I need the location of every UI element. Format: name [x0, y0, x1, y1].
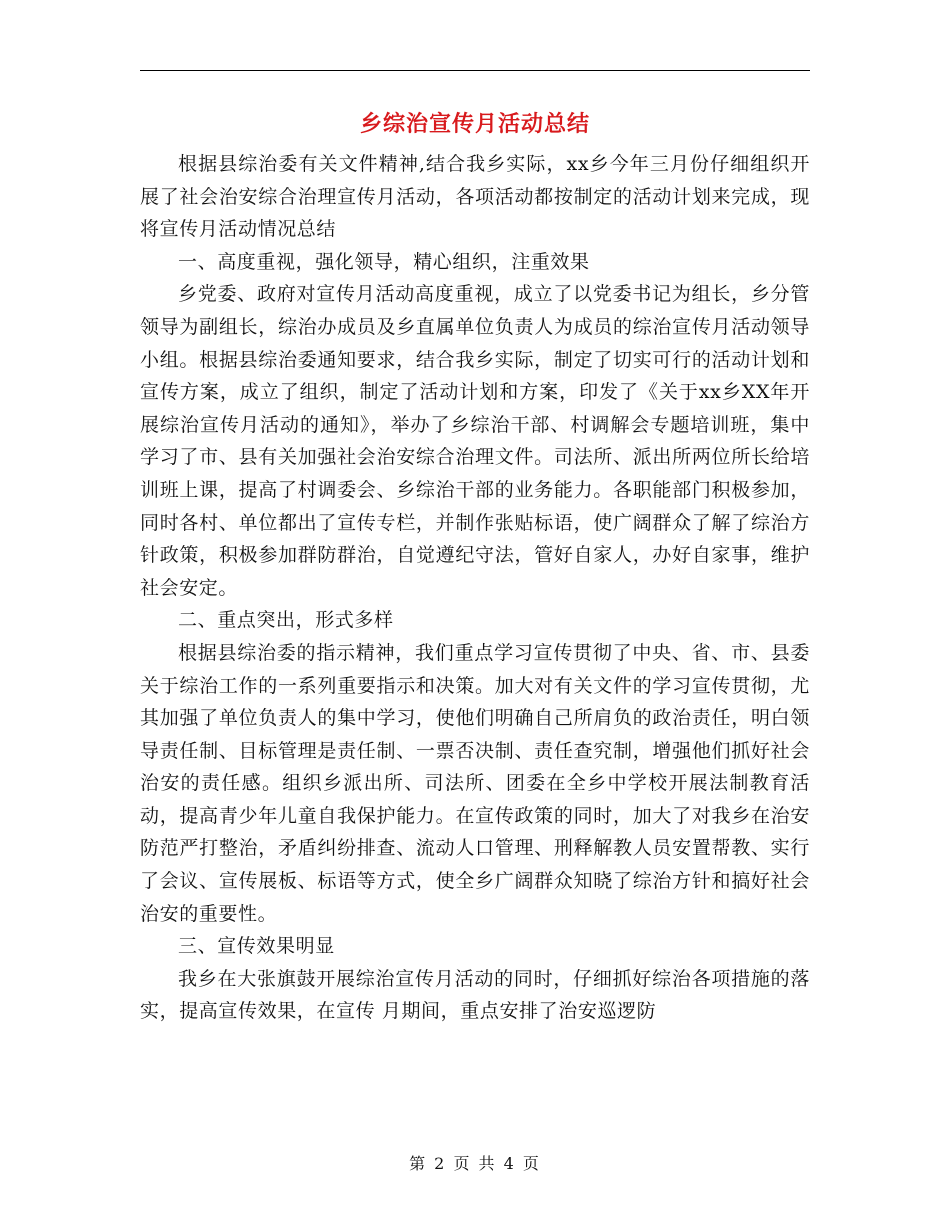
paragraph-intro: 根据县综治委有关文件精神,结合我乡实际，xx乡今年三月份仔细组织开展了社会治安综合治理宣传月活动，各项活动都按制定的活动计划来完成，现将宣传月活动情况总结 [140, 153, 810, 241]
section-heading-3: 三、宣传效果明显 [178, 935, 335, 958]
header-rule [140, 70, 810, 71]
section-heading-1: 一、高度重视，强化领导，精心组织，注重效果 [178, 250, 590, 273]
paragraph-section-3: 我乡在大张旗鼓开展综治宣传月活动的同时，仔细抓好综治各项措施的落实，提高宣传效果，在宣传 月期间，重点安排了治安巡逻防 [140, 967, 810, 1023]
page-number: 第 2 页 共 4 页 [409, 1154, 541, 1173]
section-heading-2: 二、重点突出，形式多样 [178, 609, 394, 632]
document-body [140, 148, 810, 1028]
document-title: 乡综治宣传月活动总结 [359, 112, 590, 137]
paragraph-section-2: 根据县综治委的指示精神，我们重点学习宣传贯彻了中央、省、市、县委关于综治工作的一系列重要指示和决策。加大对有关文件的学习宣传贯彻，尤其加强了单位负责人的集中学习，使他们明确自己所肩负的政治责任，明白领导责任制、目标管理是责任制、一票否决制、责任查究制，增强他们抓好社会治安的责任感。组织乡派出所、司法所、团委在全乡中学校开展法制教育活动，提高青少年儿童自我保护能力。在宣传政策的同时，加大了对我乡在治安防范严打整治，矛盾纠纷排查、流动人口管理、刑释解教人员安置帮教、实行了会议、宣传展板、标语等方式，使全乡广阔群众知晓了综治方针和搞好社会治安的重要性。 [140, 641, 810, 925]
paragraph-section-1: 乡党委、政府对宣传月活动高度重视，成立了以党委书记为组长，乡分管领导为副组长，综治办成员及乡直属单位负责人为成员的综治宣传月活动领导小组。根据县综治委通知要求，结合我乡实际，制定了切实可行的活动计划和宣传方案，成立了组织，制定了活动计划和方案，印发了《关于xx乡XX年开展综治宣传月活动的通知》，举办了乡综治干部、村调解会专题培训班，集中学习了市、县有关加强社会治安综合治理文件。司法所、派出所两位所长给培训班上课，提高了村调委会、乡综治干部的业务能力。各职能部门积极参加，同时各村、单位都出了宣传专栏，并制作张贴标语，使广阔群众了解了综治方针政策，积极参加群防群治，自觉遵纪守法，管好自家人，办好自家事，维护社会安定。 [140, 283, 810, 599]
